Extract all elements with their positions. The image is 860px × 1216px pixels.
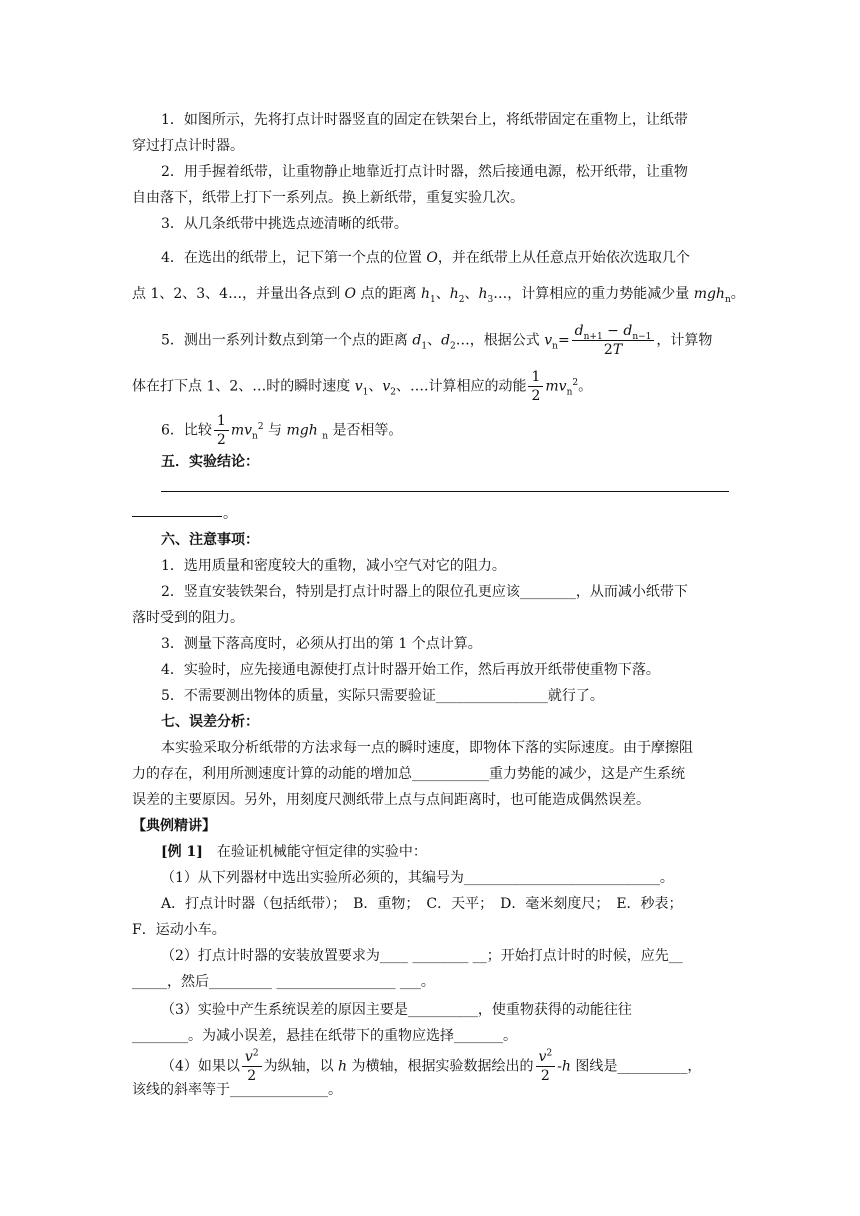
note-5: 5．不需要测出物体的质量，实际只需要验证________________就行了。 — [161, 688, 604, 704]
example-1-question-4-line-1: （4）如果以 $\frac{v^2}{2}$ 为纵轴，以 h 为横轴，根据实验数据绘出的 $\frac{v^2}{2}$ -h 图线是__________， — [161, 1048, 702, 1084]
note-1: 1．选用质量和密度较大的重物，减小空气对它的阻力。 — [161, 558, 506, 574]
step-1-line-2: 穿过打点计时器。 — [132, 138, 244, 154]
step-6: 6．比较 $\frac{1}{2}$ $mv_n^2$ 与 mgh $_n$ 是否相等。 — [161, 413, 403, 448]
example-1-question-2-line-1: （2）打点计时器的安装放置要求为____ ________ __；开始打点计时的时候，应先__ — [161, 948, 683, 964]
example-1-question-3-line-2: ________。为减小误差，悬挂在纸带下的重物应选择_______。 — [132, 1028, 517, 1044]
step-5-line-1: 5．测出一系列计数点到第一个点的距离 $d_1$、$d_2\dots$，根据公式 $v_n=$ $\frac{d_{n+1} - d_{n-1}}{2T}$ ，计算物 — [161, 323, 713, 358]
conclusion-period: 。 — [223, 506, 237, 522]
note-3: 3．测量下落高度时，必须从打出的第 1 个点计算。 — [161, 636, 482, 652]
section-six-heading: 六、注意事项： — [161, 532, 259, 548]
example-1-question-3-line-1: （3）实验中产生系统误差的原因主要是__________，使重物获得的动能往往 — [161, 1002, 632, 1018]
error-analysis-line-1: 本实验采取分析纸带的方法求每一点的瞬时速度，即物体下落的实际速度。由于摩擦阻 — [161, 740, 693, 756]
example-1-options-line-1: A．打点计时器（包括纸带）； B．重物； C．天平； D．毫米刻度尺； E．秒表； — [161, 896, 683, 912]
example-1-options-line-2: F．运动小车。 — [132, 922, 226, 938]
step-4-line-1: 4．在选出的纸带上，记下第一个点的位置 O，并在纸带上从任意点开始依次选取几个 — [161, 250, 690, 266]
example-1-question-4-line-2: 该线的斜率等于______________。 — [132, 1082, 342, 1098]
step-3: 3．从几条纸带中挑选点迹清晰的纸带。 — [161, 216, 408, 232]
note-2-line-1: 2．竖直安装铁架台，特别是打点计时器上的限位孔更应该________，从而减小纸带下 — [161, 584, 688, 600]
section-five-heading: 五．实验结论： — [161, 454, 259, 470]
example-1-question-2-line-2: _____，然后_________ _________________ ___。 — [132, 974, 435, 990]
step-2-line-1: 2．用手握着纸带，让重物静止地靠近打点计时器，然后接通电源，松开纸带，让重物 — [161, 164, 688, 180]
section-seven-heading: 七、误差分析： — [161, 714, 259, 730]
example-section-heading: 【典例精讲】 — [132, 818, 216, 834]
step-1-line-1: 1．如图所示，先将打点计时器竖直的固定在铁架台上，将纸带固定在重物上，让纸带 — [161, 112, 688, 128]
error-analysis-line-2: 力的存在，利用所测速度计算的动能的增加总___________重力势能的减少，这是产生系统 — [132, 766, 685, 782]
conclusion-blank-line-2 — [132, 516, 222, 517]
example-1-intro: [例 1] 在验证机械能守恒定律的实验中： — [161, 844, 427, 860]
velocity-formula: $\frac{d_{n+1} - d_{n-1}}{2T}$ — [572, 322, 655, 359]
note-4: 4．实验时，应先接通电源使打点计时器开始工作，然后再放开纸带使重物下落。 — [161, 662, 660, 678]
step-5-line-2: 体在打下点 1、2、…时的瞬时速度 $v_1$、$v_2$、….计算相应的动能 $\frac{1}{2}$ $mv_n^2$。 — [132, 369, 593, 404]
step-2-line-2: 自由落下，纸带上打下一系列点。换上新纸带，重复实验几次。 — [132, 190, 524, 206]
example-1-question-1: （1）从下列器材中选出实验所必须的，其编号为____________________________。 — [161, 870, 674, 886]
conclusion-blank-line-1 — [161, 491, 729, 492]
error-analysis-line-3: 误差的主要原因。另外，用刻度尺测纸带上点与点间距离时，也可能造成偶然误差。 — [132, 792, 650, 808]
step-4-line-2: 点 1、2、3、4…，并量出各点到 O 点的距离 $h_1$、$h_2$、$h_3\dots$，计算相应的重力势能减少量 mgh$_n$。 — [132, 286, 745, 305]
note-2-line-2: 落时受到的阻力。 — [132, 610, 244, 626]
